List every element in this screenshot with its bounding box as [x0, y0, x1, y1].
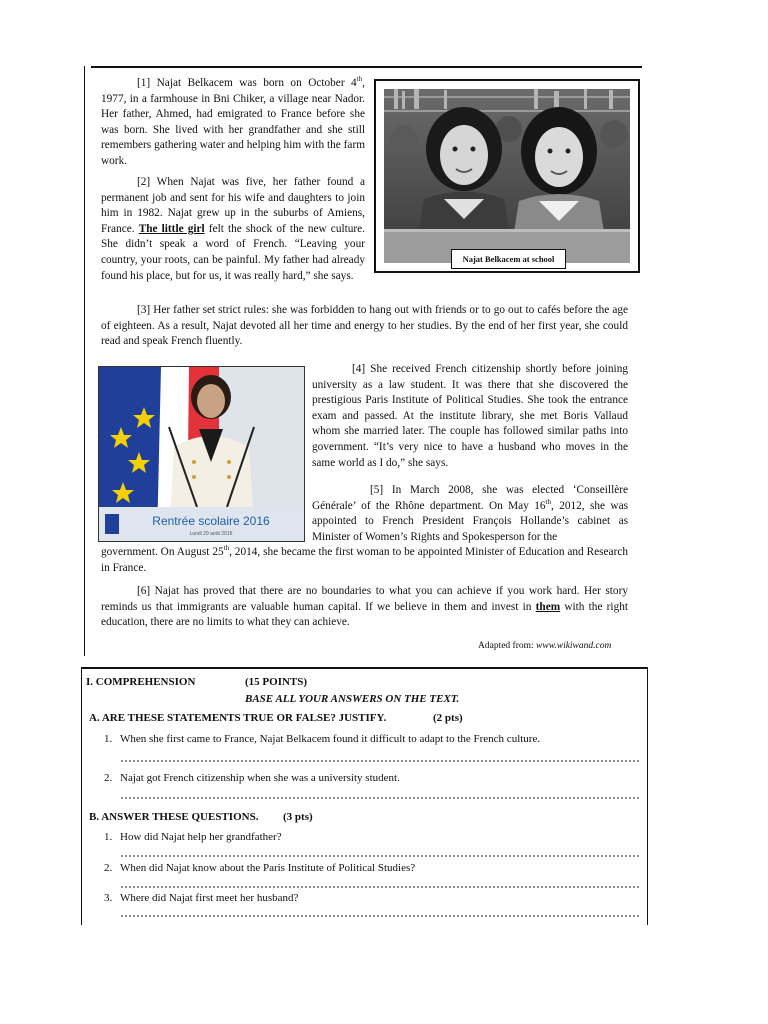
school-photo — [374, 79, 640, 273]
paragraph-6: [6] Najat has proved that there are no boundaries to what you can achieve if you work hard. Her story reminds us that immigrants are valuable human capital. If we believe in them and invest in them with the right education, there are no limits to what they can achieve. — [101, 585, 629, 629]
answer-line-b3[interactable] — [120, 915, 640, 917]
answer-line-a2[interactable] — [120, 797, 640, 799]
section-b-title: B. ANSWER THESE QUESTIONS. — [89, 811, 259, 823]
top-rule — [91, 66, 642, 68]
question-b3: Where did Najat first meet her husband? — [120, 892, 299, 904]
minister-photo-image — [99, 367, 304, 541]
underlined-phrase: The little girl — [138, 222, 205, 235]
poster-title: Rentrée scolaire 2016 — [152, 514, 270, 528]
question-a2: Najat got French citizenship when she was a university student. — [120, 772, 400, 784]
section-a-title: A. ARE THESE STATEMENTS TRUE OR FALSE? JUSTIFY. — [89, 712, 387, 724]
answer-line-b2[interactable] — [120, 886, 640, 888]
paragraph-3: [3] Her father set strict rules: she was forbidden to hang out with friends or to go out to cafés before the age of eighteen. As a result, Najat devoted all her time and energy to her studies. By the end of her first year, she could read and speak French fluently. — [101, 304, 628, 348]
question-a1: When she first came to France, Najat Belkacem found it difficult to adapt to the French culture. — [120, 733, 541, 745]
school-photo-image — [384, 89, 630, 263]
paragraph-4: [4] She received French citizenship shortly before joining university as a law student. It was there that she discovered the prestigious Paris Institute of Political Studies. She took the entrance exam and passed. At the institute library, she met Boris Vallaud whom she married later. The couple has followed similar paths into government. “It’s very nice to have a husband who moves in the same world as I do,” she says. — [312, 363, 628, 469]
paragraph-2: [2] When Najat was five, her father found a permanent job and sent for his wife and daughters to join him in 1982. Najat grew up in the suburbs of Amiens, France. The little girl felt the shock of the new culture. She didn’t speak a word of French. “Leaving your country, your roots, can be painful. My father had already found his place, but for us, it was really hard,” she says. — [101, 176, 365, 282]
answer-line-b1[interactable] — [120, 855, 640, 857]
left-rule — [84, 66, 85, 656]
comprehension-points: (15 POINTS) — [245, 676, 308, 688]
question-b3-number: 3. — [104, 892, 113, 904]
instruction: BASE ALL YOUR ANSWERS ON THE TEXT. — [245, 693, 460, 705]
minister-photo — [98, 366, 305, 542]
question-b2: When did Najat know about the Paris Institute of Political Studies? — [120, 862, 416, 874]
question-b1: How did Najat help her grandfather? — [120, 831, 282, 843]
photo-caption: Najat Belkacem at school — [451, 249, 566, 269]
question-a2-number: 2. — [104, 772, 113, 784]
section-a-points: (2 pts) — [433, 712, 463, 724]
section-b-points: (3 pts) — [283, 811, 313, 823]
poster-date: Lundi 29 août 2016 — [189, 531, 233, 537]
paragraph-5b: government. On August 25th, 2014, she became the first woman to be appointed Minister of Education and Research in France. — [101, 544, 628, 574]
question-a1-number: 1. — [104, 733, 113, 745]
source-credit: Adapted from: www.wikiwand.com — [478, 641, 612, 651]
answer-line-a1[interactable] — [120, 760, 640, 762]
paragraph-1: [1] Najat Belkacem was born on October 4th, 1977, in a farmhouse in Bni Chiker, a village near Nador. Her father, Ahmed, had emigrated to France before she was born. She lived with her grandfather and she still remembers gathering water and helping him with the farm work. — [101, 75, 365, 167]
question-b1-number: 1. — [104, 831, 113, 843]
comprehension-title: I. COMPREHENSION — [86, 676, 196, 688]
paragraph-5a: [5] In March 2008, she was elected ‘Conseillère Générale’ of the Rhône department. On May 16th, 2012, she was appointed to French President François Hollande’s cabinet as Minister of Women’s Rights and Spokesperson for the — [312, 484, 629, 543]
underlined-word: them — [535, 600, 561, 613]
question-b2-number: 2. — [104, 862, 113, 874]
